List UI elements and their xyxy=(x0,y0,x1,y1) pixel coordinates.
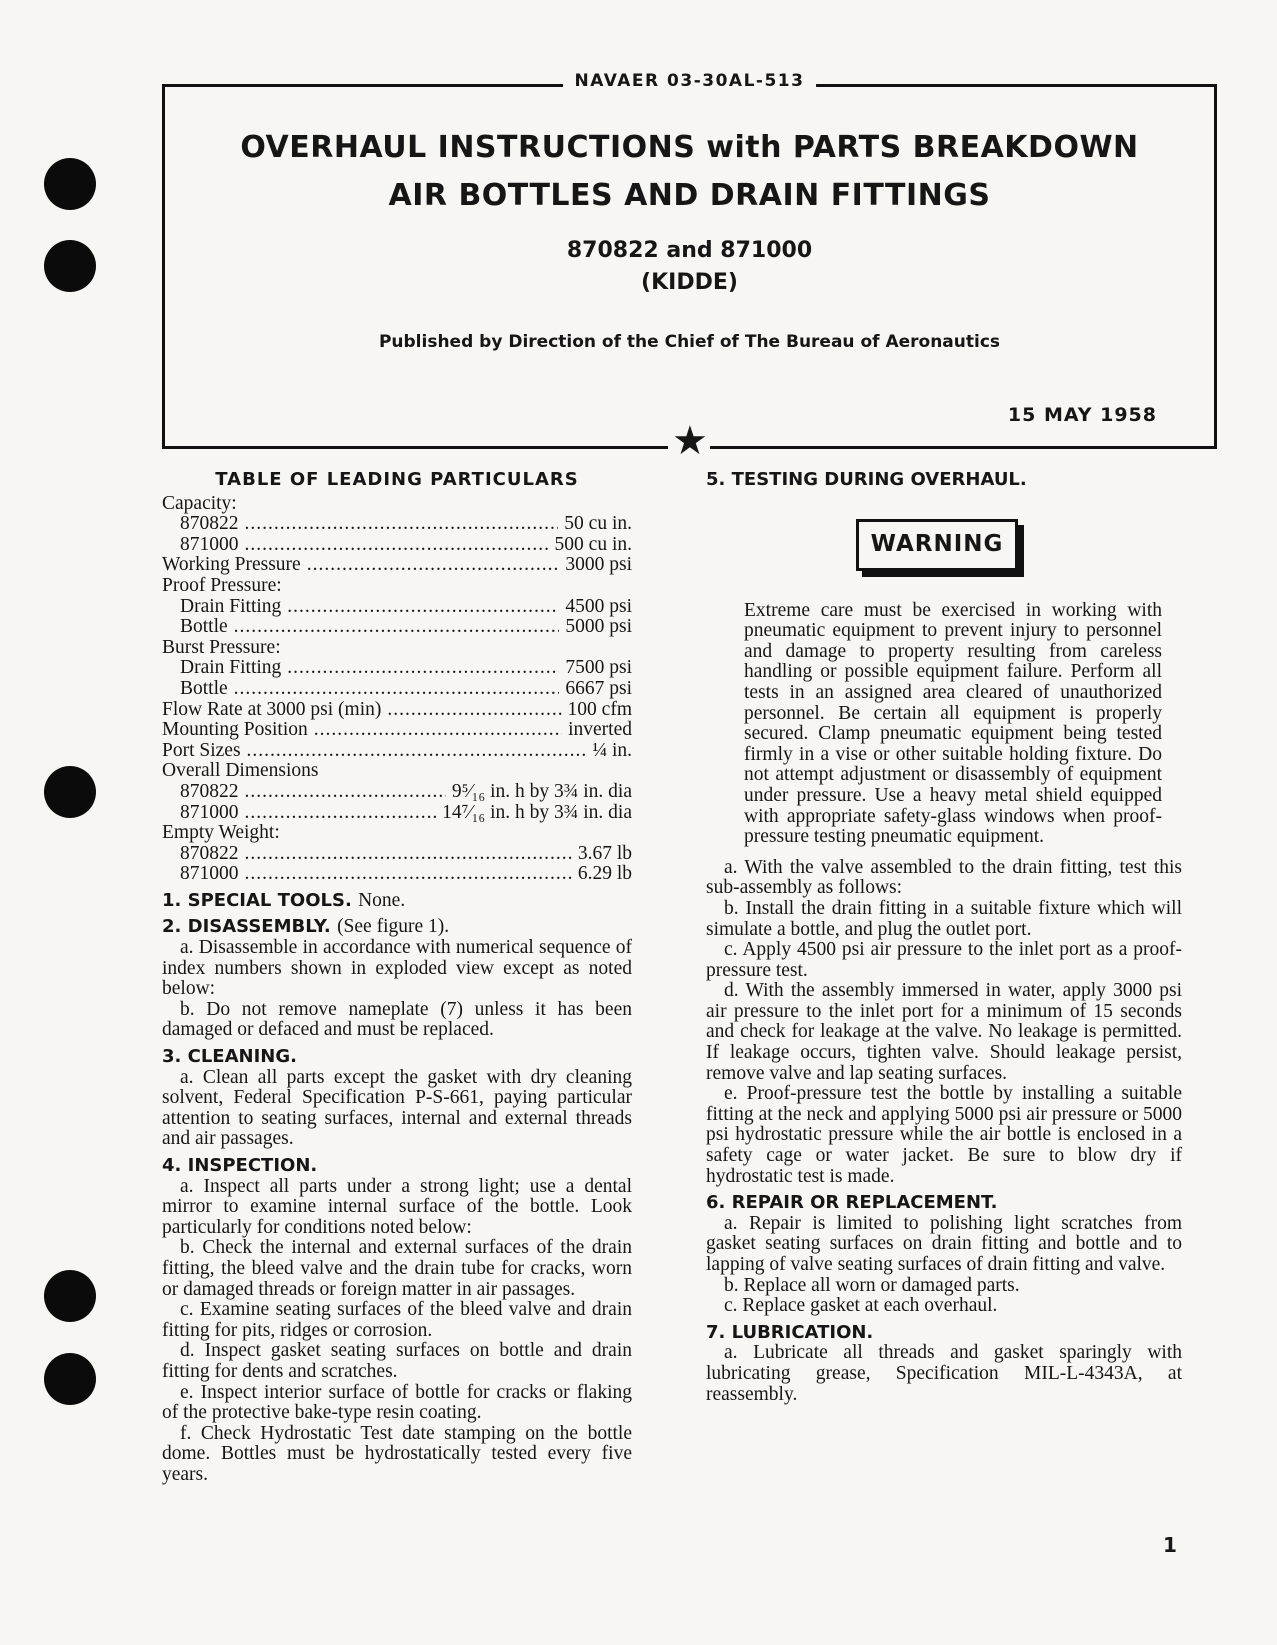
table-row: Mounting Position ..... inverted xyxy=(162,720,632,741)
left-column xyxy=(162,470,632,1486)
paragraph: a. Lubricate all threads and gasket sparingly with lubricating grease, Specification MIL-L-4343A, at reassembly. xyxy=(706,1342,1182,1405)
section-heading-cleaning: 3. CLEANING. xyxy=(162,1046,297,1068)
section-heading-repair: 6. REPAIR OR REPLACEMENT. xyxy=(706,1192,998,1214)
table-row: 870822 ..... 3.67 lb xyxy=(162,844,632,865)
manufacturer: (KIDDE) xyxy=(641,270,738,295)
table-row: Port Sizes ..... ¼ in. xyxy=(162,741,632,762)
paragraph: b. Replace all worn or damaged parts. xyxy=(724,1274,1020,1296)
paragraph: a. Inspect all parts under a strong light; use a dental mirror to examine internal surface of the bottle. Look particularly for conditions noted below: xyxy=(162,1175,632,1238)
paragraph: e. Proof-pressure test the bottle by installing a suitable fitting at the neck and applying 5000 psi air pressure or 5000 psi hydrostatic pressure while the air bottle is enclosed in a safety cage or water jacket. Be sure to blow dry if hydrostatic test is made. xyxy=(706,1083,1182,1187)
punch-hole xyxy=(44,1353,96,1405)
table-row: Flow Rate at 3000 psi (min) ..... 100 cfm xyxy=(162,700,632,721)
table-row: 871000 ..... 500 cu in. xyxy=(162,535,632,556)
paragraph: a. Repair is limited to polishing light scratches from gasket seating surfaces on drain fitting and bottle and to lapping of valve seating surfaces of drain fitting and valve. xyxy=(706,1212,1182,1275)
table-row: Proof Pressure: xyxy=(162,574,282,596)
header-rule-bottom xyxy=(162,446,668,449)
table-row: Burst Pressure: xyxy=(162,636,281,658)
paragraph: a. Disassemble in accordance with numerical sequence of index numbers shown in exploded view except as noted below: xyxy=(162,937,632,1000)
table-row: Overall Dimensions xyxy=(162,760,319,782)
document-id: NAVAER 03-30AL-513 xyxy=(563,71,817,91)
paragraph: b. Install the drain fitting in a suitable fixture which will simulate a bottle, and plug the outlet port. xyxy=(706,897,1182,940)
model-numbers: 870822 and 871000 xyxy=(566,238,813,263)
document-header xyxy=(162,71,1217,464)
section-heading-disassembly: 2. DISASSEMBLY. (See figure 1). xyxy=(162,916,450,938)
star-icon: ★ xyxy=(672,418,708,464)
table-row: Working Pressure ..... 3000 psi xyxy=(162,555,632,576)
warning-area xyxy=(706,491,1182,591)
publisher-line: Published by Direction of the Chief of The Bureau of Aeronautics xyxy=(378,332,1001,352)
table-row: Empty Weight: xyxy=(162,822,280,844)
paragraph: f. Check Hydrostatic Test date stamping on the bottle dome. Bottles must be hydrostatically tested every five years. xyxy=(162,1422,632,1485)
table-row: 871000 ..... 14⁷⁄₁₆ in. h by 3¾ in. dia xyxy=(162,803,632,824)
paragraph: a. Clean all parts except the gasket with dry cleaning solvent, Federal Specification P-S-661, paying particular attention to seating surfaces, internal and external threads and air passages. xyxy=(162,1066,632,1150)
punch-hole xyxy=(44,158,96,210)
document-title: OVERHAUL INSTRUCTIONS with PARTS BREAKDOWN xyxy=(240,130,1139,165)
punch-hole xyxy=(44,1270,96,1322)
paragraph: b. Check the internal and external surfaces of the drain fitting, the bleed valve and the drain tube for cracks, worn or damaged threads or foreign matter in air passages. xyxy=(162,1237,632,1300)
section-heading-special-tools: 1. SPECIAL TOOLS. None. xyxy=(162,889,406,911)
paragraph: a. With the valve assembled to the drain fitting, test this sub-assembly as follows: xyxy=(706,856,1182,899)
paragraph: c. Replace gasket at each overhaul. xyxy=(724,1295,998,1317)
table-row: 870822 ..... 50 cu in. xyxy=(162,514,632,535)
warning-text: Extreme care must be exercised in working with pneumatic equipment to prevent injury to personnel and damage to property resulting from careless handling or possible equipment failure. Perform all tests in an assigned area cleared of unauthorized personnel. Be certain all equipment is properly secured. Clamp pneumatic equipment being tested firmly in a vise or other suitable holding fixture. Do not attempt adjustment or disassembly of equipment under pressure. Use a heavy metal shield equipped with appropriate safety-glass windows when proof-pressure testing pneumatic equipment. xyxy=(744,599,1162,848)
section-heading-inspection: 4. INSPECTION. xyxy=(162,1155,318,1176)
paragraph: d. With the assembly immersed in water, apply 3000 psi air pressure to the inlet port for a minimum of 15 seconds and check for leakage at the valve. No leakage is permitted. If leakage occurs, tighten valve. Should leakage persist, remove valve and lap seating surfaces. xyxy=(706,980,1182,1084)
publication-date: 15 MAY 1958 xyxy=(1007,404,1157,426)
punch-hole xyxy=(44,766,96,818)
punch-hole xyxy=(44,240,96,292)
table-title: TABLE OF LEADING PARTICULARS xyxy=(215,469,579,490)
section-heading-testing: 5. TESTING DURING OVERHAUL. xyxy=(706,469,1027,490)
table-row: Bottle ..... 6667 psi xyxy=(162,679,632,700)
page-number: 1 xyxy=(1163,1533,1177,1557)
header-rule-bottom xyxy=(710,446,1217,449)
paragraph: c. Apply 4500 psi air pressure to the inlet port as a proof-pressure test. xyxy=(706,939,1182,981)
paragraph: c. Examine seating surfaces of the bleed valve and drain fitting for pits, ridges or corrosion. xyxy=(162,1299,632,1341)
warning-box: WARNING xyxy=(856,519,1018,571)
paragraph: d. Inspect gasket seating surfaces on bottle and drain fitting for dents and scratches. xyxy=(162,1340,632,1382)
table-row: 871000 ..... 6.29 lb xyxy=(162,864,632,885)
section-heading-lubrication: 7. LUBRICATION. xyxy=(706,1321,874,1343)
right-column xyxy=(706,470,1182,1405)
table-row: 870822 ..... 9⁵⁄₁₆ in. h by 3¾ in. dia xyxy=(162,782,632,803)
table-row: Drain Fitting ..... 7500 psi xyxy=(162,658,632,679)
document-subtitle: AIR BOTTLES AND DRAIN FITTINGS xyxy=(388,178,991,213)
paragraph: e. Inspect interior surface of bottle for cracks or flaking of the protective bake-type resin coating. xyxy=(162,1381,632,1424)
table-row: Capacity: xyxy=(162,492,237,514)
table-row: Bottle ..... 5000 psi xyxy=(162,617,632,638)
table-row: Drain Fitting ..... 4500 psi xyxy=(162,597,632,618)
paragraph: b. Do not remove nameplate (7) unless it has been damaged or defaced and must be replaced. xyxy=(162,998,632,1041)
